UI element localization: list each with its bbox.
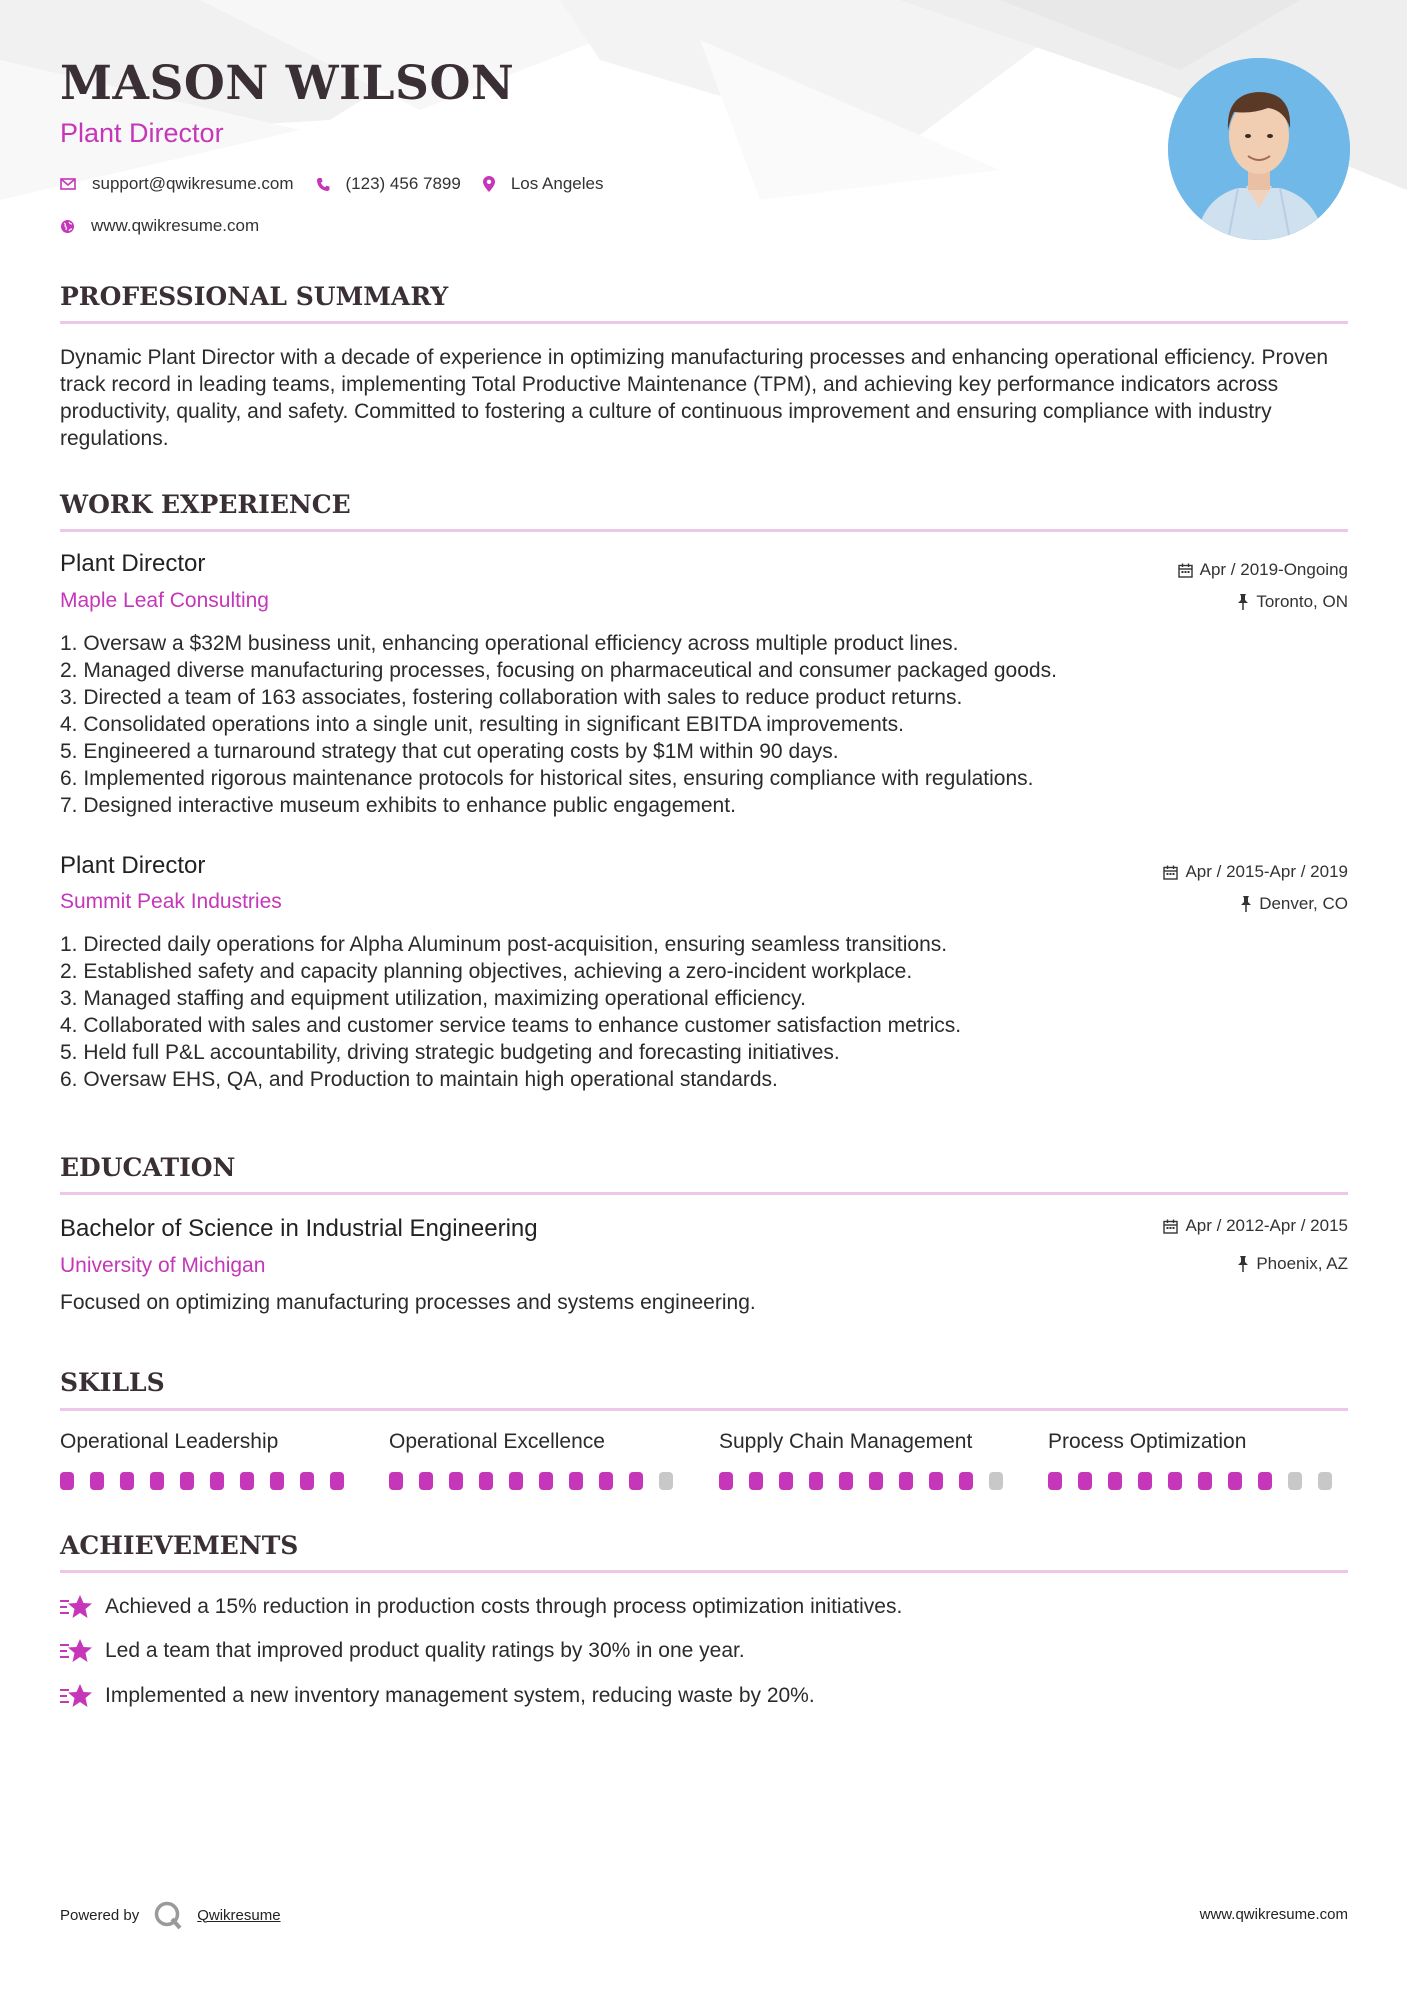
rating-dot-filled (1048, 1472, 1062, 1490)
candidate-name: MASON WILSON (60, 56, 515, 111)
rating-dot-filled (929, 1472, 943, 1490)
rating-dot-filled (779, 1472, 793, 1490)
job-bullets (60, 630, 1350, 819)
rating-dot-empty (659, 1472, 673, 1490)
footer-website[interactable]: www.qwikresume.com (1199, 1906, 1348, 1923)
contact-location (483, 174, 604, 194)
job-dates (1178, 560, 1348, 580)
rating-dot-filled (959, 1472, 973, 1490)
rating-dot-filled (479, 1472, 493, 1490)
qwikresume-logo-icon (153, 1900, 183, 1930)
rating-dot-filled (839, 1472, 853, 1490)
job-bullets (60, 931, 1350, 1093)
summary-text: Dynamic Plant Director with a decade of experience in optimizing manufacturing processes and enhancing operational efficiency. Proven track record in leading teams, implementing Total Productive Maintenance (TPM), and achieving key performance indicators across productivity, quality, and safety. Committed to fostering a culture of continuous improvement and ensuring compliance with industry regulations. (60, 346, 1329, 450)
calendar-icon (1178, 563, 1193, 578)
phone-icon (316, 177, 330, 192)
profile-photo (1168, 58, 1350, 240)
job-dates-text: Apr / 2015-Apr / 2019 (1185, 862, 1348, 881)
education-location (1237, 1254, 1348, 1274)
rating-dot-filled (60, 1472, 74, 1490)
list-item: 2. Managed diverse manufacturing processes, focusing on pharmaceutical and consumer packaged goods. (60, 659, 1057, 682)
education-location-text: Phoenix, AZ (1256, 1254, 1348, 1273)
rating-dot-filled (899, 1472, 913, 1490)
rating-dot-filled (1168, 1472, 1182, 1490)
rating-dot-filled (300, 1472, 314, 1490)
pushpin-icon (1237, 1256, 1249, 1272)
contact-phone[interactable] (316, 174, 461, 194)
rating-dot-filled (1228, 1472, 1242, 1490)
summary-heading: PROFESSIONAL SUMMARY (60, 282, 449, 311)
phone-text: (123) 456 7899 (345, 174, 461, 193)
calendar-icon (1163, 865, 1178, 880)
rating-dot-filled (389, 1472, 403, 1490)
rating-dot-filled (569, 1472, 583, 1490)
rating-dot-filled (749, 1472, 763, 1490)
list-item: 4. Collaborated with sales and customer service teams to enhance customer satisfaction metrics. (60, 1014, 962, 1037)
skill-rating (1048, 1472, 1348, 1490)
rating-dot-filled (120, 1472, 134, 1490)
globe-icon (60, 219, 75, 234)
calendar-icon (1163, 1219, 1178, 1234)
experience-divider (60, 529, 1348, 532)
list-item: 1. Directed daily operations for Alpha Aluminum post-acquisition, ensuring seamless transitions. (60, 933, 948, 956)
rating-dot-filled (449, 1472, 463, 1490)
list-item: 4. Consolidated operations into a single unit, resulting in significant EBITDA improvements. (60, 713, 904, 736)
achievement-item (60, 1637, 745, 1664)
rating-dot-filled (1108, 1472, 1122, 1490)
contact-email[interactable] (60, 174, 294, 194)
rating-dot-filled (1078, 1472, 1092, 1490)
rating-dot-filled (539, 1472, 553, 1490)
achievement-text: Led a team that improved product quality ratings by 30% in one year. (105, 1638, 745, 1662)
rating-dot-filled (419, 1472, 433, 1490)
rating-dot-filled (629, 1472, 643, 1490)
skill-label: Operational Excellence (389, 1430, 605, 1453)
rating-dot-filled (240, 1472, 254, 1490)
powered-by-label: Powered by (60, 1906, 140, 1924)
list-item: 5. Held full P&L accountability, driving strategic budgeting and forecasting initiatives. (60, 1041, 840, 1064)
job-location-text: Toronto, ON (1256, 592, 1348, 611)
contact-website[interactable] (60, 216, 259, 236)
email-text: support@qwikresume.com (92, 174, 294, 193)
school-name: University of Michigan (60, 1254, 266, 1277)
skill-rating (719, 1472, 1019, 1490)
achievements-heading: ACHIEVEMENTS (60, 1531, 299, 1560)
footer-powered-by (60, 1900, 281, 1930)
rating-dot-filled (599, 1472, 613, 1490)
job-title: Plant Director (60, 550, 206, 577)
skill-item (1048, 1430, 1348, 1490)
rating-dot-filled (509, 1472, 523, 1490)
website-text: www.qwikresume.com (91, 216, 260, 235)
envelope-icon (60, 178, 76, 190)
rating-dot-filled (809, 1472, 823, 1490)
skill-label: Supply Chain Management (719, 1430, 973, 1453)
rating-dot-filled (1258, 1472, 1272, 1490)
summary-divider (60, 321, 1348, 324)
skill-item (719, 1430, 1019, 1490)
job-location (1237, 592, 1348, 612)
rating-dot-filled (210, 1472, 224, 1490)
rating-dot-empty (1288, 1472, 1302, 1490)
rating-dot-filled (270, 1472, 284, 1490)
job-company: Maple Leaf Consulting (60, 589, 269, 612)
map-pin-icon (483, 176, 495, 192)
education-description: Focused on optimizing manufacturing processes and systems engineering. (60, 1291, 756, 1314)
rating-dot-filled (180, 1472, 194, 1490)
education-heading: EDUCATION (60, 1153, 236, 1182)
list-item: 3. Managed staffing and equipment utilization, maximizing operational efficiency. (60, 987, 806, 1010)
education-divider (60, 1192, 1348, 1195)
rating-dot-empty (989, 1472, 1003, 1490)
contact-row (60, 174, 625, 194)
list-item: 5. Engineered a turnaround strategy that cut operating costs by $1M within 90 days. (60, 740, 839, 763)
rating-dot-filled (90, 1472, 104, 1490)
rating-dot-filled (150, 1472, 164, 1490)
education-dates (1163, 1216, 1348, 1236)
job-dates (1163, 862, 1348, 882)
list-item: 3. Directed a team of 163 associates, fostering collaboration with sales to reduce product returns. (60, 686, 963, 709)
candidate-role: Plant Director (60, 118, 224, 148)
skill-label: Process Optimization (1048, 1430, 1247, 1453)
skill-item (60, 1430, 360, 1490)
rating-dot-filled (1138, 1472, 1152, 1490)
pushpin-icon (1240, 896, 1252, 912)
experience-heading: WORK EXPERIENCE (60, 490, 351, 519)
achievement-item (60, 1593, 902, 1620)
job-dates-text: Apr / 2019-Ongoing (1199, 560, 1348, 579)
rating-dot-filled (330, 1472, 344, 1490)
rating-dot-filled (1198, 1472, 1212, 1490)
list-item: 7. Designed interactive museum exhibits to enhance public engagement. (60, 794, 736, 817)
skills-divider (60, 1408, 1348, 1411)
list-item: 6. Implemented rigorous maintenance protocols for historical sites, ensuring compliance with regulations. (60, 767, 1034, 790)
job-location (1240, 894, 1348, 914)
star-icon (60, 1593, 93, 1620)
website-row (60, 216, 281, 236)
achievement-text: Implemented a new inventory management system, reducing waste by 20%. (105, 1683, 815, 1707)
star-icon (60, 1682, 93, 1709)
education-dates-text: Apr / 2012-Apr / 2015 (1185, 1216, 1348, 1235)
skill-rating (60, 1472, 360, 1490)
skill-label: Operational Leadership (60, 1430, 279, 1453)
avatar (1168, 58, 1350, 240)
skills-heading: SKILLS (60, 1368, 165, 1397)
list-item: 1. Oversaw a $32M business unit, enhancing operational efficiency across multiple product lines. (60, 632, 959, 655)
list-item: 6. Oversaw EHS, QA, and Production to maintain high operational standards. (60, 1068, 778, 1091)
skill-rating (389, 1472, 689, 1490)
skill-item (389, 1430, 689, 1490)
list-item: 2. Established safety and capacity planning objectives, achieving a zero-incident workplace. (60, 960, 913, 983)
pushpin-icon (1237, 594, 1249, 610)
qwikresume-link[interactable]: Qwikresume (197, 1906, 281, 1924)
star-icon (60, 1637, 93, 1664)
rating-dot-empty (1318, 1472, 1332, 1490)
achievement-item (60, 1682, 815, 1709)
achievement-text: Achieved a 15% reduction in production costs through process optimization initiatives. (105, 1594, 903, 1618)
degree-title: Bachelor of Science in Industrial Engineering (60, 1215, 538, 1242)
rating-dot-filled (869, 1472, 883, 1490)
job-title: Plant Director (60, 852, 206, 879)
job-location-text: Denver, CO (1259, 894, 1348, 913)
achievements-divider (60, 1570, 1348, 1573)
location-text: Los Angeles (510, 174, 604, 193)
job-company: Summit Peak Industries (60, 890, 282, 913)
rating-dot-filled (719, 1472, 733, 1490)
